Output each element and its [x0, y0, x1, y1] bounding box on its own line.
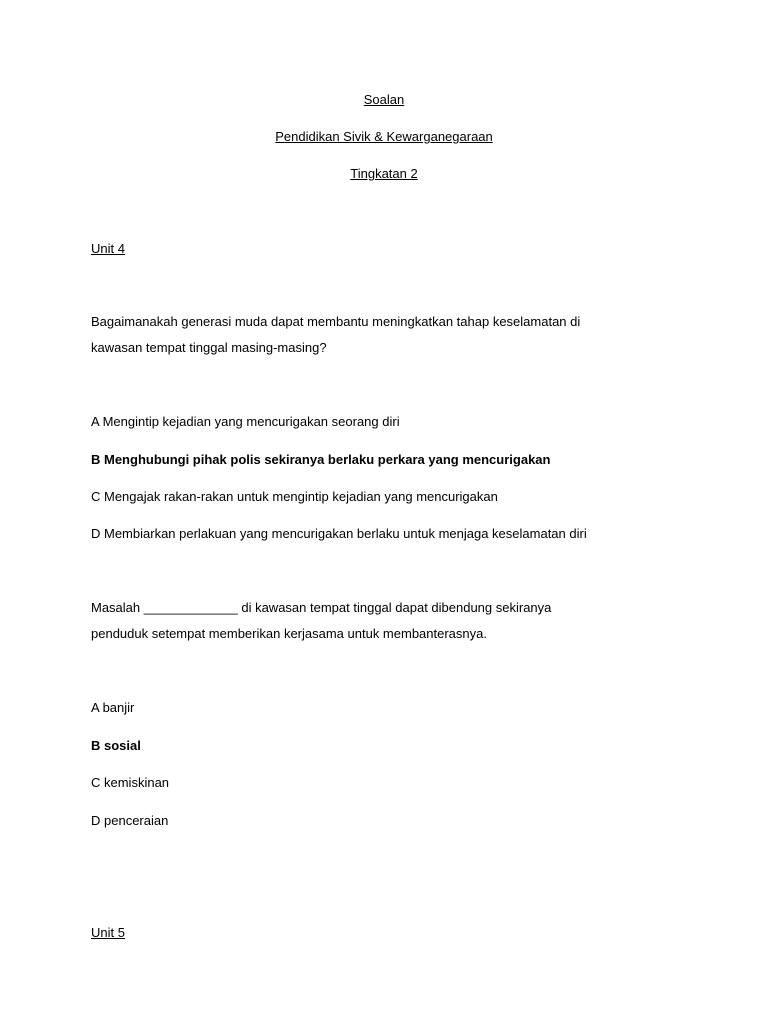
question-1-text-line: kawasan tempat tinggal masing-masing?: [91, 340, 327, 355]
section-heading-unit-4: Unit 4: [91, 241, 125, 256]
question-1-option-c: C Mengajak rakan-rakan untuk mengintip kejadian yang mencurigakan: [91, 489, 498, 504]
question-1-option-a: A Mengintip kejadian yang mencurigakan seorang diri: [91, 414, 400, 429]
question-2-option-b-correct: B sosial: [91, 738, 141, 753]
question-2-text: [91, 595, 651, 647]
document-title: Soalan: [363, 92, 405, 107]
question-2-text-line: penduduk setempat memberikan kerjasama untuk membanterasnya.: [91, 626, 487, 641]
question-2-option-a: A banjir: [91, 700, 135, 715]
question-1-text: [91, 309, 651, 361]
question-1-option-d: D Membiarkan perlakuan yang mencurigakan berlaku untuk menjaga keselamatan diri: [91, 526, 587, 541]
document-subject: Pendidikan Sivik & Kewarganegaraan: [275, 129, 493, 144]
question-2-option-c: C kemiskinan: [91, 775, 170, 790]
section-heading-unit-5: Unit 5: [91, 925, 125, 940]
question-1-option-b-correct: B Menghubungi pihak polis sekiranya berlaku perkara yang mencurigakan: [91, 452, 551, 467]
question-2-option-d: D penceraian: [91, 813, 169, 828]
document-level: Tingkatan 2: [350, 166, 418, 181]
question-2-text-line: Masalah _____________ di kawasan tempat tinggal dapat dibendung sekiranya: [91, 600, 552, 615]
question-1-text-line: Bagaimanakah generasi muda dapat membantu meningkatkan tahap keselamatan di: [91, 314, 581, 329]
